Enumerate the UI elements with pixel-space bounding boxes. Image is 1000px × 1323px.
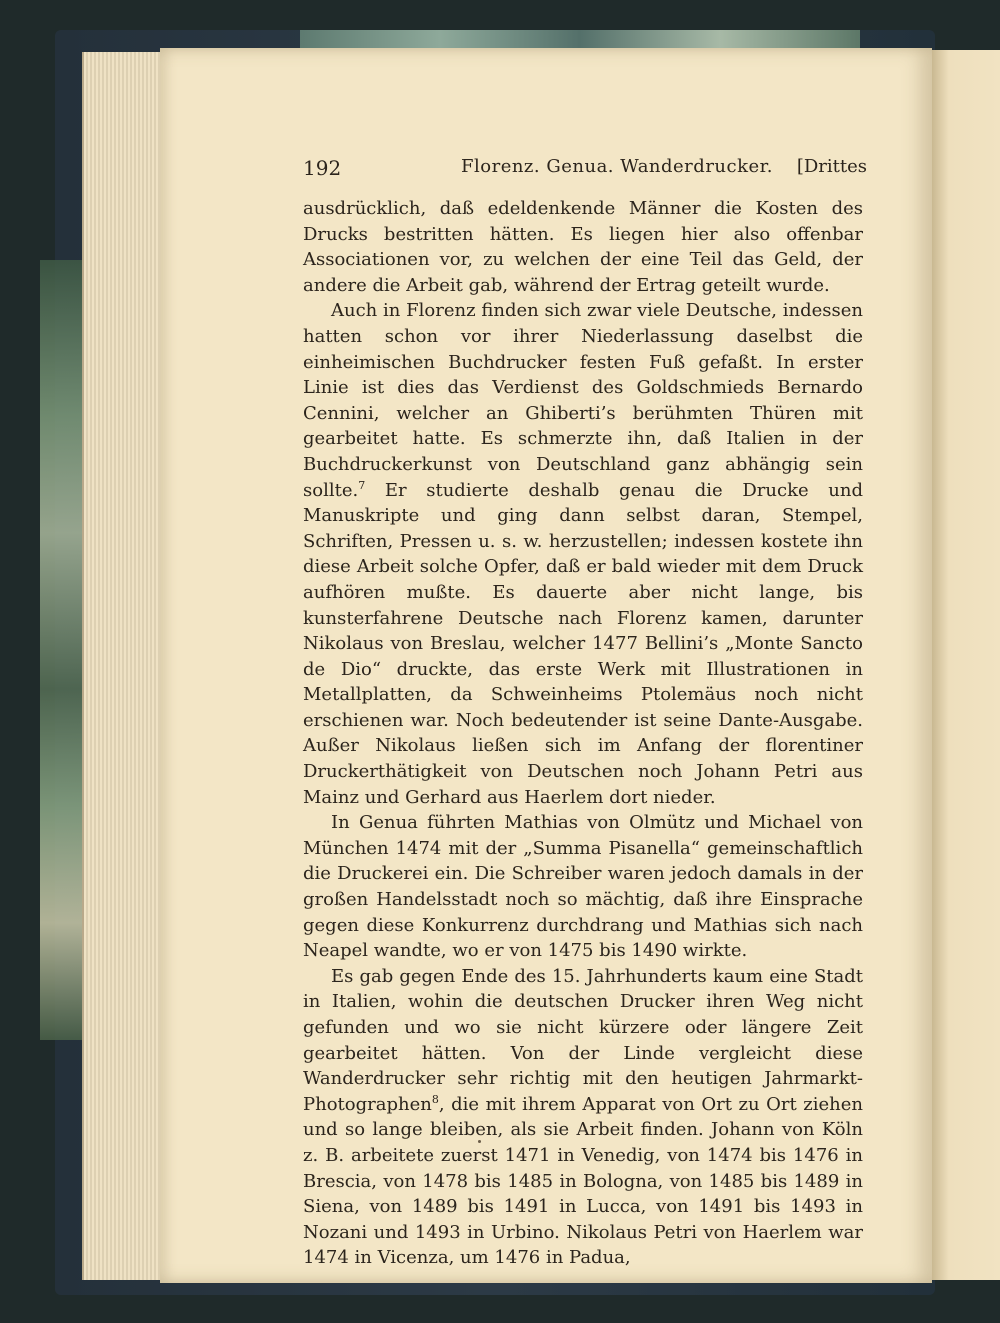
paragraph-text: ausdrücklich, daß edeldenkende Männer die Kosten des Drucks bestritten hätten. Es liegen hier also offenbar Associationen vor, zu welchen der eine Teil das Geld, der andere die Arbeit gab, während der Ertrag geteilt wurde.	[303, 198, 863, 296]
paragraph-1	[303, 196, 863, 298]
paragraph-text-continued: , die mit ihrem Apparat von Ort zu Ort ziehen und so lange bleiben, als sie Arbeit finden. Johann von Köln z. B. arbeitete zuerst 1471 in Venedig, von 1474 bis 1476 in Brescia, von 1478 bis 1485 in Bologna, von 1485 bis 1489 in Siena, von 1489 bis 1491 in Lucca, von 1491 bis 1493 in Nozani und 1493 in Urbino. Nikolaus Petri von Haerlem war 1474 in Vicenza, um 1476 in Padua,	[303, 1093, 863, 1269]
paragraph-3	[303, 810, 863, 964]
paragraph-text: Es gab gegen Ende des 15. Jahrhunderts kaum eine Stadt in Italien, wohin die deutschen Drucker ihren Weg nicht gefunden und wo sie nicht kürzere oder längere Zeit gearbeitet hätten. Von der Linde vergleicht diese Wanderdrucker sehr richtig mit den heutigen Jahrmarkt-Photographen	[303, 965, 863, 1115]
body-text	[303, 196, 863, 1271]
paragraph-text-continued: Er studierte deshalb genau die Drucke und Manuskripte und ging dann selbst daran, Stempel, Schriften, Pressen u. s. w. herzustellen; indessen kostete ihn diese Arbeit solche Opfer, daß er bald wieder mit dem Druck aufhören mußte. Es dauerte aber nicht lange, bis kunsterfahrene Deutsche nach Florenz kamen, darunter Nikolaus von Breslau, welcher 1477 Bellini’s „Monte Sancto de Dio“ druckte, das erste Werk mit Illustrationen in Metallplatten, da Schweinheims Ptolemäus noch nicht erschienen war. Noch bedeutender ist seine Dante-Ausgabe. Außer Nikolaus ließen sich im Anfang der florentiner Druckerthätigkeit von Deutschen noch Johann Petri aus Mainz und Gerhard aus Haerlem dort nieder.	[303, 479, 863, 808]
marbled-edge	[40, 260, 85, 1040]
running-title: Florenz. Genua. Wanderdrucker.	[461, 156, 773, 177]
page-header	[303, 156, 867, 184]
paragraph-4	[303, 964, 863, 1271]
section-label: [Drittes	[796, 156, 867, 177]
paragraph-text: In Genua führten Mathias von Olmütz und Michael von München 1474 mit der „Summa Pisanella“ gemeinschaftlich die Druckerei ein. Die Schreiber waren jedoch damals in der großen Handelsstadt noch so mächtig, daß ihre Einsprache gegen diese Konkurrenz durchdrang und Mathias sich nach Neapel wandte, wo er von 1475 bis 1490 wirkte.	[303, 812, 863, 962]
paragraph-2	[303, 298, 863, 810]
facing-page-edge	[932, 50, 1000, 1280]
paragraph-text: Auch in Florenz finden sich zwar viele Deutsche, indessen hatten schon vor ihrer Niederlassung daselbst die einheimischen Buchdrucker festen Fuß gefaßt. In erster Linie ist dies das Verdienst des Goldschmieds Bernardo Cennini, welcher an Ghiberti’s berühmten Thüren mit gearbeitet hatte. Es schmerzte ihn, daß Italien in der Buchdruckerkunst von Deutschland ganz abhängig sein sollte.	[303, 300, 863, 501]
page-edges	[82, 52, 169, 1280]
footnote-marker[interactable]: 8	[431, 1092, 439, 1106]
page-speck	[478, 1140, 481, 1143]
page-number: 192	[303, 156, 342, 180]
footnote-marker[interactable]: 7	[358, 478, 366, 492]
